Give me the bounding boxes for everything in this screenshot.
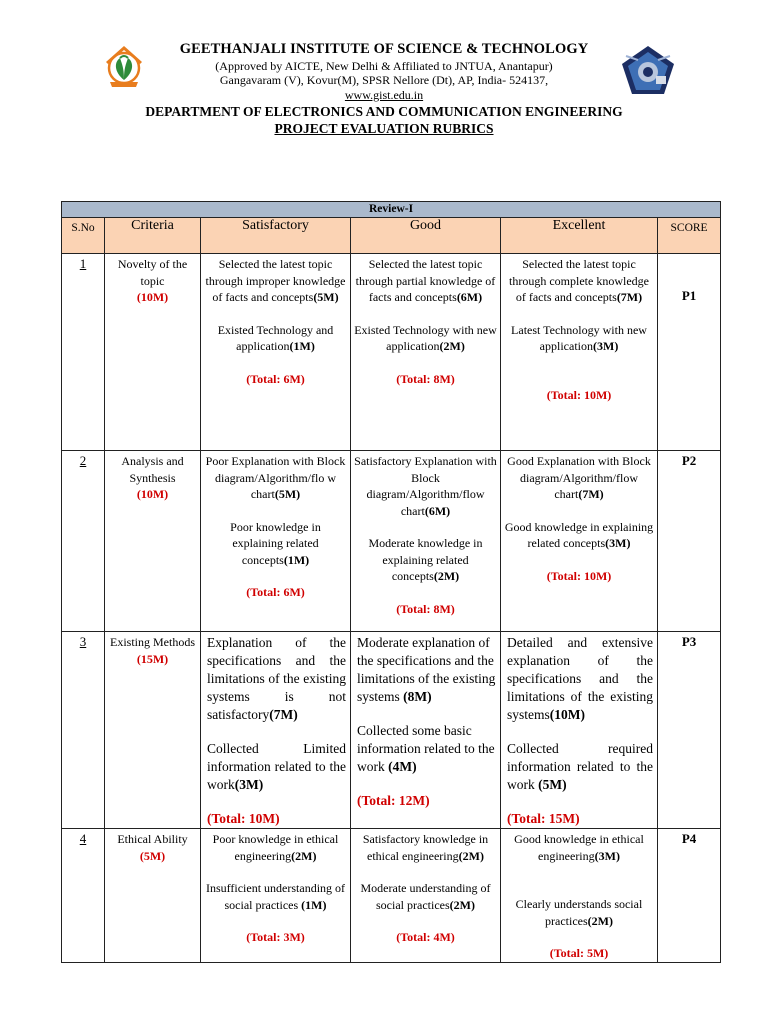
col-header-good: Good (351, 218, 501, 254)
criteria-marks: (5M) (139, 848, 166, 863)
desc-marks: (7M) (269, 707, 298, 722)
review-row (62, 202, 721, 218)
cell-good (351, 829, 501, 963)
table-row (62, 632, 721, 829)
desc-marks: (3M) (605, 536, 631, 550)
cell-excellent (501, 451, 658, 632)
desc-marks: (2M) (449, 897, 475, 912)
desc-text: Poor knowledge in ethical engineering (212, 832, 339, 863)
criteria-name: Existing Methods (109, 635, 195, 649)
address-line: Gangavaram (V), Kovur(M), SPSR Nellore (Dt), AP, India- 524137, (219, 73, 549, 87)
desc-text: Selected the latest topic through partial knowledge of facts and concepts (355, 257, 496, 304)
desc-text: Latest Technology with new application (511, 322, 647, 353)
cell-excellent (501, 254, 658, 451)
score-label: P1 (658, 254, 721, 451)
total-marks: (Total: 8M) (396, 371, 455, 386)
desc-marks: (7M) (578, 487, 604, 501)
desc-marks: (3M) (234, 777, 264, 792)
desc-text: Poor Explanation with Block diagram/Algorithm/flo w chart (205, 454, 346, 501)
desc-marks: (8M) (403, 689, 432, 704)
desc-marks: (2M) (439, 339, 465, 353)
desc-text: Clearly understands social practices (515, 897, 643, 928)
document-title: PROJECT EVALUATION RUBRICS (274, 121, 494, 136)
desc-marks: (3M) (593, 339, 619, 353)
desc-text: Collected some basic information related to the work (357, 723, 495, 774)
desc-text: Collected required information related to the work (507, 741, 653, 792)
col-header-score: SCORE (658, 218, 721, 254)
desc-marks: (6M) (456, 290, 483, 304)
score-label: P3 (658, 632, 721, 829)
total-marks: (Total: 10M) (546, 568, 612, 583)
total-marks: (Total: 6M) (246, 371, 305, 386)
desc-text: Collected Limited information related to the work (207, 741, 346, 792)
desc-text: Satisfactory knowledge in ethical engineering (362, 832, 489, 863)
desc-text: Selected the latest topic through complete knowledge of facts and concepts (509, 257, 649, 304)
criteria-marks: (10M) (136, 487, 169, 501)
criteria-name: Ethical Ability (117, 832, 188, 846)
desc-text: Moderate understanding of social practices (360, 881, 491, 912)
row-criteria (105, 829, 201, 963)
desc-marks: (6M) (424, 503, 451, 518)
total-marks: (Total: 3M) (246, 930, 305, 944)
col-header-excellent: Excellent (501, 218, 658, 254)
department-title: DEPARTMENT OF ELECTRONICS AND COMMUNICATION ENGINEERING (145, 104, 623, 119)
desc-marks: (2M) (433, 569, 460, 583)
desc-marks: (1M) (289, 339, 315, 353)
col-header-satisfactory: Satisfactory (201, 218, 351, 254)
desc-marks: (10M) (549, 707, 585, 722)
desc-text: Poor knowledge in explaining related concepts (230, 519, 321, 567)
total-marks: (Total: 10M) (207, 811, 280, 826)
cell-satisfactory (201, 829, 351, 963)
cell-excellent (501, 632, 658, 829)
total-marks: (Total: 12M) (357, 793, 430, 808)
table-row (62, 829, 721, 963)
row-sno: 1 (62, 254, 105, 451)
total-marks: (Total: 5M) (549, 946, 609, 960)
cell-satisfactory (201, 254, 351, 451)
desc-marks: (5M) (538, 777, 567, 792)
col-header-sno: S.No (62, 218, 105, 254)
desc-text: Existed Technology with new application (354, 322, 497, 353)
row-criteria (105, 254, 201, 451)
row-criteria (105, 632, 201, 829)
header-row (62, 218, 721, 254)
criteria-name: Novelty of the topic (117, 257, 188, 288)
table-row (62, 254, 721, 451)
total-marks: (Total: 6M) (246, 585, 305, 599)
cell-good (351, 632, 501, 829)
desc-text: Insufficient understanding of social practices (205, 881, 346, 912)
desc-marks: (1M) (283, 552, 310, 567)
criteria-name: Analysis and Synthesis (121, 454, 184, 485)
desc-marks: (2M) (458, 848, 484, 863)
criteria-marks: (15M) (136, 651, 169, 666)
cell-good (351, 451, 501, 632)
row-sno: 2 (62, 451, 105, 632)
desc-marks: (4M) (388, 759, 417, 774)
desc-text: Existed Technology and application (217, 322, 334, 353)
row-sno: 4 (62, 829, 105, 963)
total-marks: (Total: 8M) (396, 601, 455, 616)
row-criteria (105, 451, 201, 632)
desc-text: Moderate knowledge in explaining related concepts (368, 536, 483, 583)
desc-marks: (5M) (313, 290, 339, 304)
desc-text: Explanation of the specifications and the limitations of the existing systems is not satisfactory (207, 635, 346, 722)
review-label: Review-I (62, 202, 721, 218)
institute-name: GEETHANJALI INSTITUTE OF SCIENCE & TECHNOLOGY (179, 41, 589, 57)
cell-good (351, 254, 501, 451)
desc-text: Selected the latest topic through improper knowledge of facts and concepts (205, 257, 346, 304)
col-header-criteria: Criteria (105, 218, 201, 254)
desc-marks: (1M) (301, 897, 327, 912)
total-marks: (Total: 15M) (507, 811, 580, 826)
cell-satisfactory (201, 632, 351, 829)
row-sno: 3 (62, 632, 105, 829)
score-label: P4 (658, 829, 721, 963)
desc-marks: (2M) (587, 913, 613, 928)
cell-excellent (501, 829, 658, 963)
criteria-marks: (10M) (136, 290, 169, 304)
cell-satisfactory (201, 451, 351, 632)
score-label: P2 (658, 451, 721, 632)
desc-text: Good Explanation with Block diagram/Algorithm/flow chart (507, 454, 651, 501)
website-link[interactable]: www.gist.edu.in (344, 88, 424, 102)
total-marks: (Total: 10M) (546, 387, 612, 402)
total-marks: (Total: 4M) (396, 930, 455, 944)
desc-text: Satisfactory Explanation with Block diagram/Algorithm/flow chart (354, 454, 497, 518)
rubric-table (61, 201, 721, 963)
desc-text: Moderate explanation of the specifications and the limitations of the existing systems (357, 635, 496, 704)
desc-marks: (2M) (291, 848, 317, 863)
approval-line: (Approved by AICTE, New Delhi & Affiliated to JNTUA, Anantapur) (215, 59, 553, 73)
desc-marks: (3M) (594, 848, 620, 863)
document-header (0, 0, 768, 140)
desc-marks: (5M) (274, 487, 301, 501)
desc-marks: (7M) (616, 290, 643, 304)
desc-text: Good knowledge in ethical engineering (514, 832, 644, 863)
table-row (62, 451, 721, 632)
desc-text: Detailed and extensive explanation of the specifications and the limitations of the existing systems (507, 635, 653, 722)
desc-text: Good knowledge in explaining related concepts (504, 519, 654, 550)
